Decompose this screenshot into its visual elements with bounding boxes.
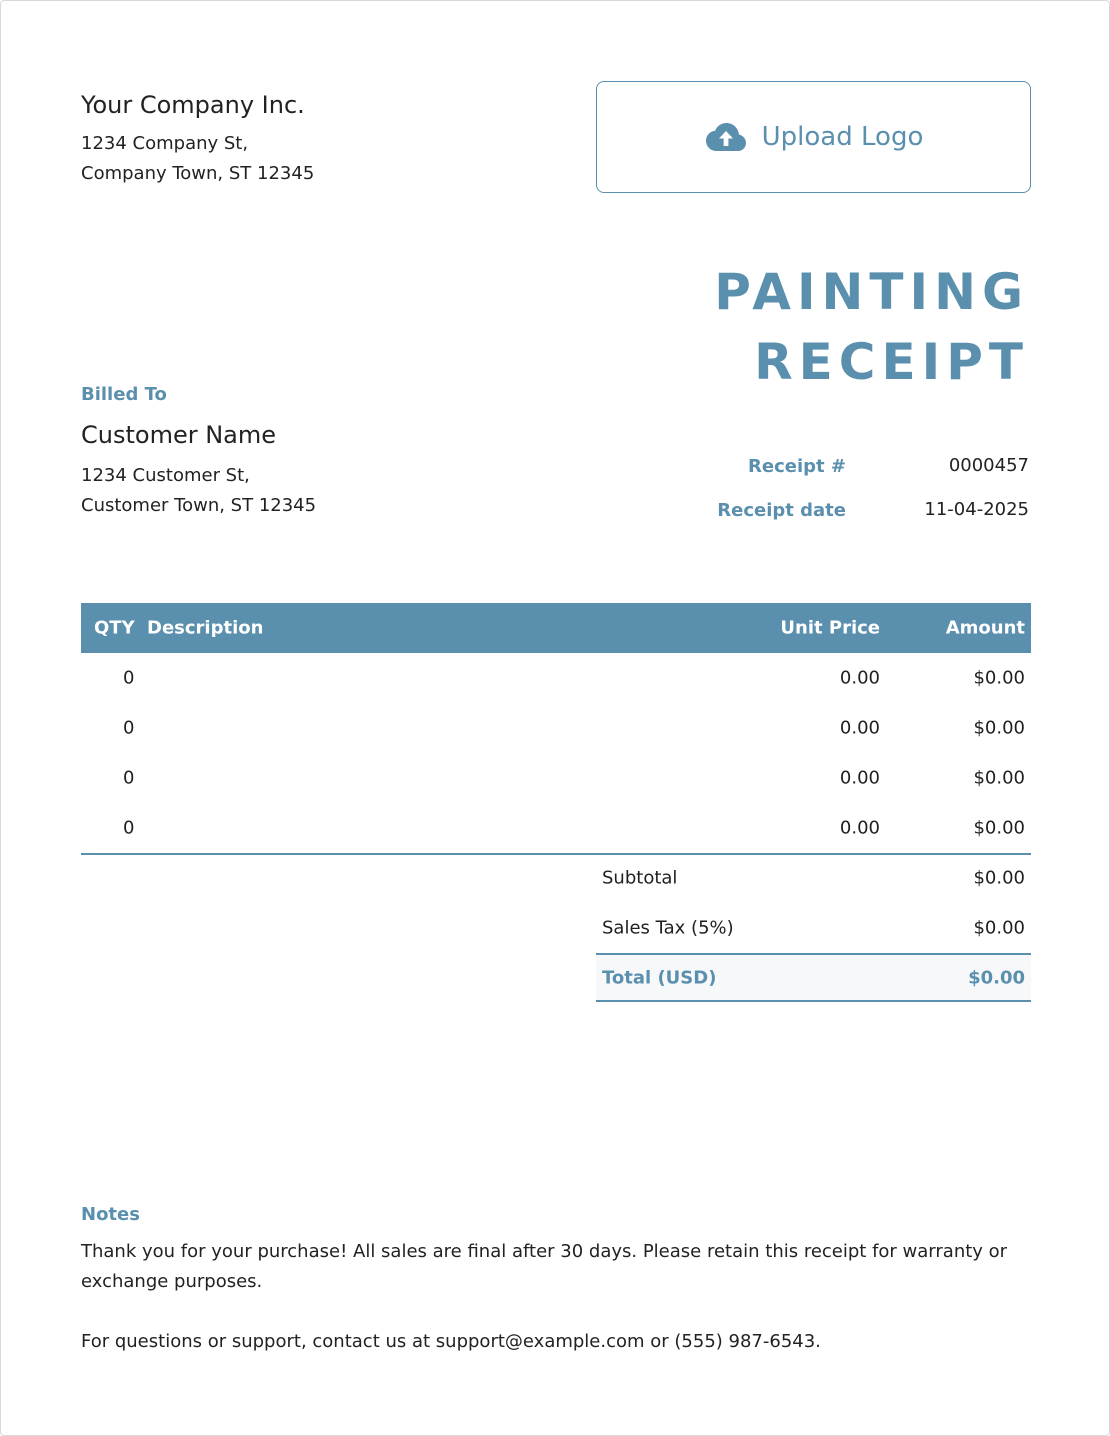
- customer-address-line1[interactable]: 1234 Customer St,: [81, 465, 250, 486]
- receipt-date-label: Receipt date: [717, 500, 846, 521]
- contact-text[interactable]: For questions or support, contact us at support@example.com or (555) 987-6543.: [81, 1331, 821, 1352]
- row-qty[interactable]: 0: [123, 717, 135, 739]
- header-description: Description: [147, 617, 264, 639]
- row-qty[interactable]: 0: [123, 667, 135, 689]
- sales-tax-label[interactable]: Sales Tax (5%): [602, 917, 734, 939]
- row-amount: $0.00: [973, 817, 1025, 839]
- line-items-table: [81, 603, 1031, 855]
- row-unit-price[interactable]: 0.00: [839, 717, 880, 739]
- notes-text[interactable]: Thank you for your purchase! All sales are final after 30 days. Please retain this receipt for warranty or exchange purposes.: [81, 1241, 1008, 1292]
- table-row[interactable]: [81, 753, 1031, 803]
- sales-tax-row: [596, 903, 1031, 953]
- row-qty[interactable]: 0: [123, 767, 135, 789]
- subtotal-label: Subtotal: [602, 867, 678, 889]
- table-row[interactable]: [81, 703, 1031, 753]
- company-address-line2[interactable]: Company Town, ST 12345: [81, 163, 315, 184]
- billed-to-label: Billed To: [81, 384, 167, 405]
- receipt-number-label: Receipt #: [748, 456, 846, 477]
- company-address-line1[interactable]: 1234 Company St,: [81, 133, 249, 154]
- subtotal-value: $0.00: [973, 867, 1025, 889]
- total-value: $0.00: [968, 967, 1025, 988]
- notes-label: Notes: [81, 1204, 140, 1225]
- company-name[interactable]: Your Company Inc.: [81, 91, 305, 119]
- row-amount: $0.00: [973, 667, 1025, 689]
- row-amount: $0.00: [973, 767, 1025, 789]
- receipt-date-value[interactable]: 11-04-2025: [924, 499, 1029, 520]
- total-row: [596, 953, 1031, 1002]
- row-unit-price[interactable]: 0.00: [839, 767, 880, 789]
- header-unit-price: Unit Price: [780, 617, 880, 639]
- table-row[interactable]: [81, 803, 1031, 853]
- table-row[interactable]: [81, 653, 1031, 703]
- table-header: [81, 603, 1031, 653]
- customer-name[interactable]: Customer Name: [81, 421, 277, 449]
- total-label: Total (USD): [602, 967, 717, 988]
- totals-block: [596, 853, 1031, 1002]
- upload-logo-button[interactable]: [596, 81, 1031, 193]
- sales-tax-value: $0.00: [973, 917, 1025, 939]
- row-unit-price[interactable]: 0.00: [839, 817, 880, 839]
- header-amount: Amount: [945, 617, 1025, 639]
- receipt-number-value[interactable]: 0000457: [948, 455, 1029, 476]
- document-title-line1: PAINTING: [714, 263, 1029, 321]
- subtotal-row: [596, 853, 1031, 903]
- row-qty[interactable]: 0: [123, 817, 135, 839]
- upload-logo-label: Upload Logo: [761, 122, 924, 152]
- header-qty: QTY: [94, 617, 135, 639]
- cloud-upload-icon: [704, 121, 748, 153]
- row-unit-price[interactable]: 0.00: [839, 667, 880, 689]
- row-amount: $0.00: [973, 717, 1025, 739]
- document-title-line2: RECEIPT: [754, 333, 1029, 391]
- customer-address-line2[interactable]: Customer Town, ST 12345: [81, 495, 317, 516]
